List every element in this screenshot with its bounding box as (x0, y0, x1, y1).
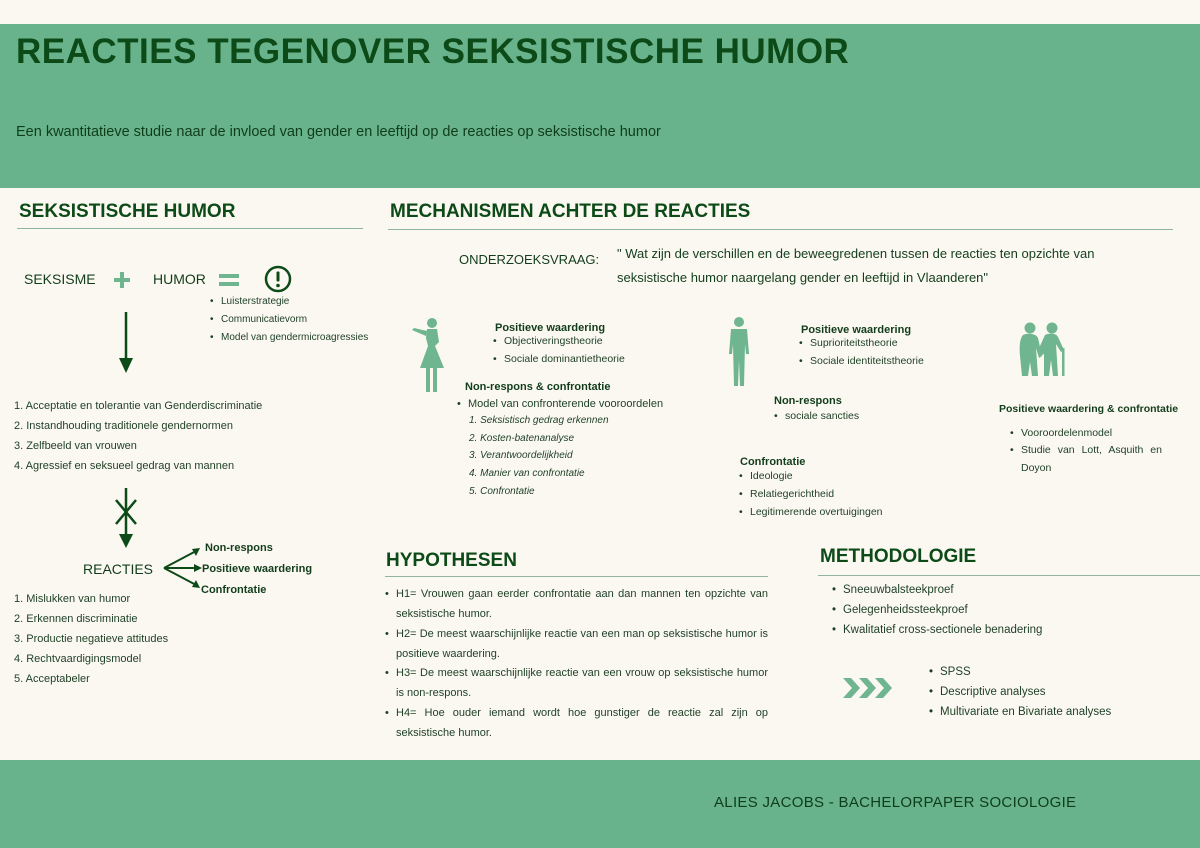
reactions-label: REACTIES (83, 561, 154, 577)
hypothesis-item: • H1= Vrouwen gaan eerder confrontatie aan dan mannen ten opzichte van seksistische humor. (396, 584, 768, 624)
list-item: • Studie van Lott, Asquith en Doyon (1021, 441, 1162, 477)
strategy-item: • Communicatievorm (221, 314, 307, 325)
model-step: 2. Kosten-batenanalyse (469, 433, 575, 444)
reaction-confrontation: Confrontatie (201, 584, 267, 596)
list-item: • Sociale dominantietheorie (504, 353, 625, 365)
exclamation-circle-icon (264, 265, 292, 293)
man-silhouette-icon (726, 316, 752, 388)
list-item: • Vooroordelenmodel (1021, 427, 1112, 439)
divider (385, 576, 768, 577)
reaction-step: 2. Erkennen discriminatie (14, 613, 138, 625)
divider (818, 575, 1200, 576)
method-item: • Sneeuwbalsteekproef (843, 584, 954, 596)
men-confrontation-title: Confrontatie (740, 456, 806, 468)
list-item: • Sociale identiteitstheorie (810, 355, 924, 367)
model-step: 4. Manier van confrontatie (469, 468, 585, 479)
divider (388, 229, 1173, 230)
section-heading-sexist-humor: SEKSISTISCHE HUMOR (19, 201, 236, 222)
men-nonresponse-title: Non-respons (774, 395, 842, 407)
reaction-step: 3. Productie negatieve attitudes (14, 633, 169, 645)
elderly-couple-icon (1016, 320, 1070, 378)
section-heading-mechanisms: MECHANISMEN ACHTER DE REACTIES (390, 201, 751, 222)
equation-sexism: SEKSISME (24, 271, 96, 287)
equals-icon (219, 273, 239, 287)
list-item: • Legitimerende overtuigingen (750, 506, 883, 518)
model-step: 3. Verantwoordelijkheid (469, 450, 573, 461)
plus-icon (114, 272, 130, 288)
research-question-label: ONDERZOEKSVRAAG: (459, 252, 600, 267)
method-item: • Kwalitatief cross-sectionele benadering (843, 624, 1042, 636)
footer-author: ALIES JACOBS - BACHELORPAPER SOCIOLOGIE (714, 794, 1077, 811)
page-subtitle: Een kwantitatieve studie naar de invloed van gender en leeftijd op de reacties op seksistische humor (16, 124, 661, 140)
reaction-step: 4. Rechtvaardigingsmodel (14, 653, 142, 665)
analysis-item: • Multivariate en Bivariate analyses (940, 706, 1111, 718)
reaction-non-response: Non-respons (205, 542, 273, 554)
reaction-step: 1. Mislukken van humor (14, 593, 131, 605)
list-item: • Model van confronterende vooroordelen (468, 398, 663, 410)
divider (17, 228, 363, 229)
research-question-line2: seksistische humor naargelang gender en leeftijd in Vlaanderen" (617, 270, 989, 285)
woman-silhouette-icon (408, 316, 448, 394)
crossed-arrow-icon (110, 486, 142, 550)
consequence-item: 3. Zelfbeeld van vrouwen (14, 440, 137, 452)
consequence-item: 4. Agressief en seksueel gedrag van mannen (14, 460, 235, 472)
list-item: • sociale sancties (785, 410, 859, 422)
equation-humor: HUMOR (153, 271, 206, 287)
women-positive-title: Positieve waardering (495, 322, 606, 334)
triple-chevron-icon (843, 676, 895, 700)
research-question-line1: " Wat zijn de verschillen en de beweegredenen tussen de reacties ten opzichte van (617, 246, 1095, 261)
branch-arrows-icon (162, 545, 204, 591)
hypothesis-item: • H2= De meest waarschijnlijke reactie van een man op seksistische humor is positieve waardering. (396, 624, 768, 664)
analysis-item: • SPSS (940, 666, 971, 678)
hypothesis-item: • H3= De meest waarschijnlijke reactie van een vrouw op seksistische humor is non-respons. (396, 663, 768, 703)
elderly-title: Positieve waardering & confrontatie (999, 403, 1179, 415)
section-heading-hypotheses: HYPOTHESEN (386, 550, 517, 571)
list-item: • Objectiveringstheorie (504, 335, 603, 347)
page-title: REACTIES TEGENOVER SEKSISTISCHE HUMOR (16, 32, 850, 71)
consequence-item: 2. Instandhouding traditionele gendernormen (14, 420, 233, 432)
consequence-item: 1. Acceptatie en tolerantie van Genderdiscriminatie (14, 400, 263, 412)
men-positive-title: Positieve waardering (801, 324, 912, 336)
hypothesis-item: • H4= Hoe ouder iemand wordt hoe gunstiger de reactie zal zijn op seksistische humor. (396, 703, 768, 743)
section-heading-methodology: METHODOLOGIE (820, 546, 977, 567)
down-arrow-icon (116, 312, 136, 374)
list-item: • Relatiegerichtheid (750, 488, 834, 500)
list-item: • Ideologie (750, 470, 793, 482)
analysis-item: • Descriptive analyses (940, 686, 1045, 698)
women-nonresponse-title: Non-respons & confrontatie (465, 381, 611, 393)
list-item: • Suprioriteitstheorie (810, 337, 898, 349)
method-item: • Gelegenheidssteekproef (843, 604, 968, 616)
reaction-step: 5. Acceptabeler (14, 673, 90, 685)
strategy-item: • Model van gendermicroagressies (221, 332, 368, 343)
reaction-positive: Positieve waardering (202, 563, 313, 575)
model-step: 1. Seksistisch gedrag erkennen (469, 415, 609, 426)
model-step: 5. Confrontatie (469, 486, 535, 497)
strategy-item: • Luisterstrategie (221, 296, 289, 307)
